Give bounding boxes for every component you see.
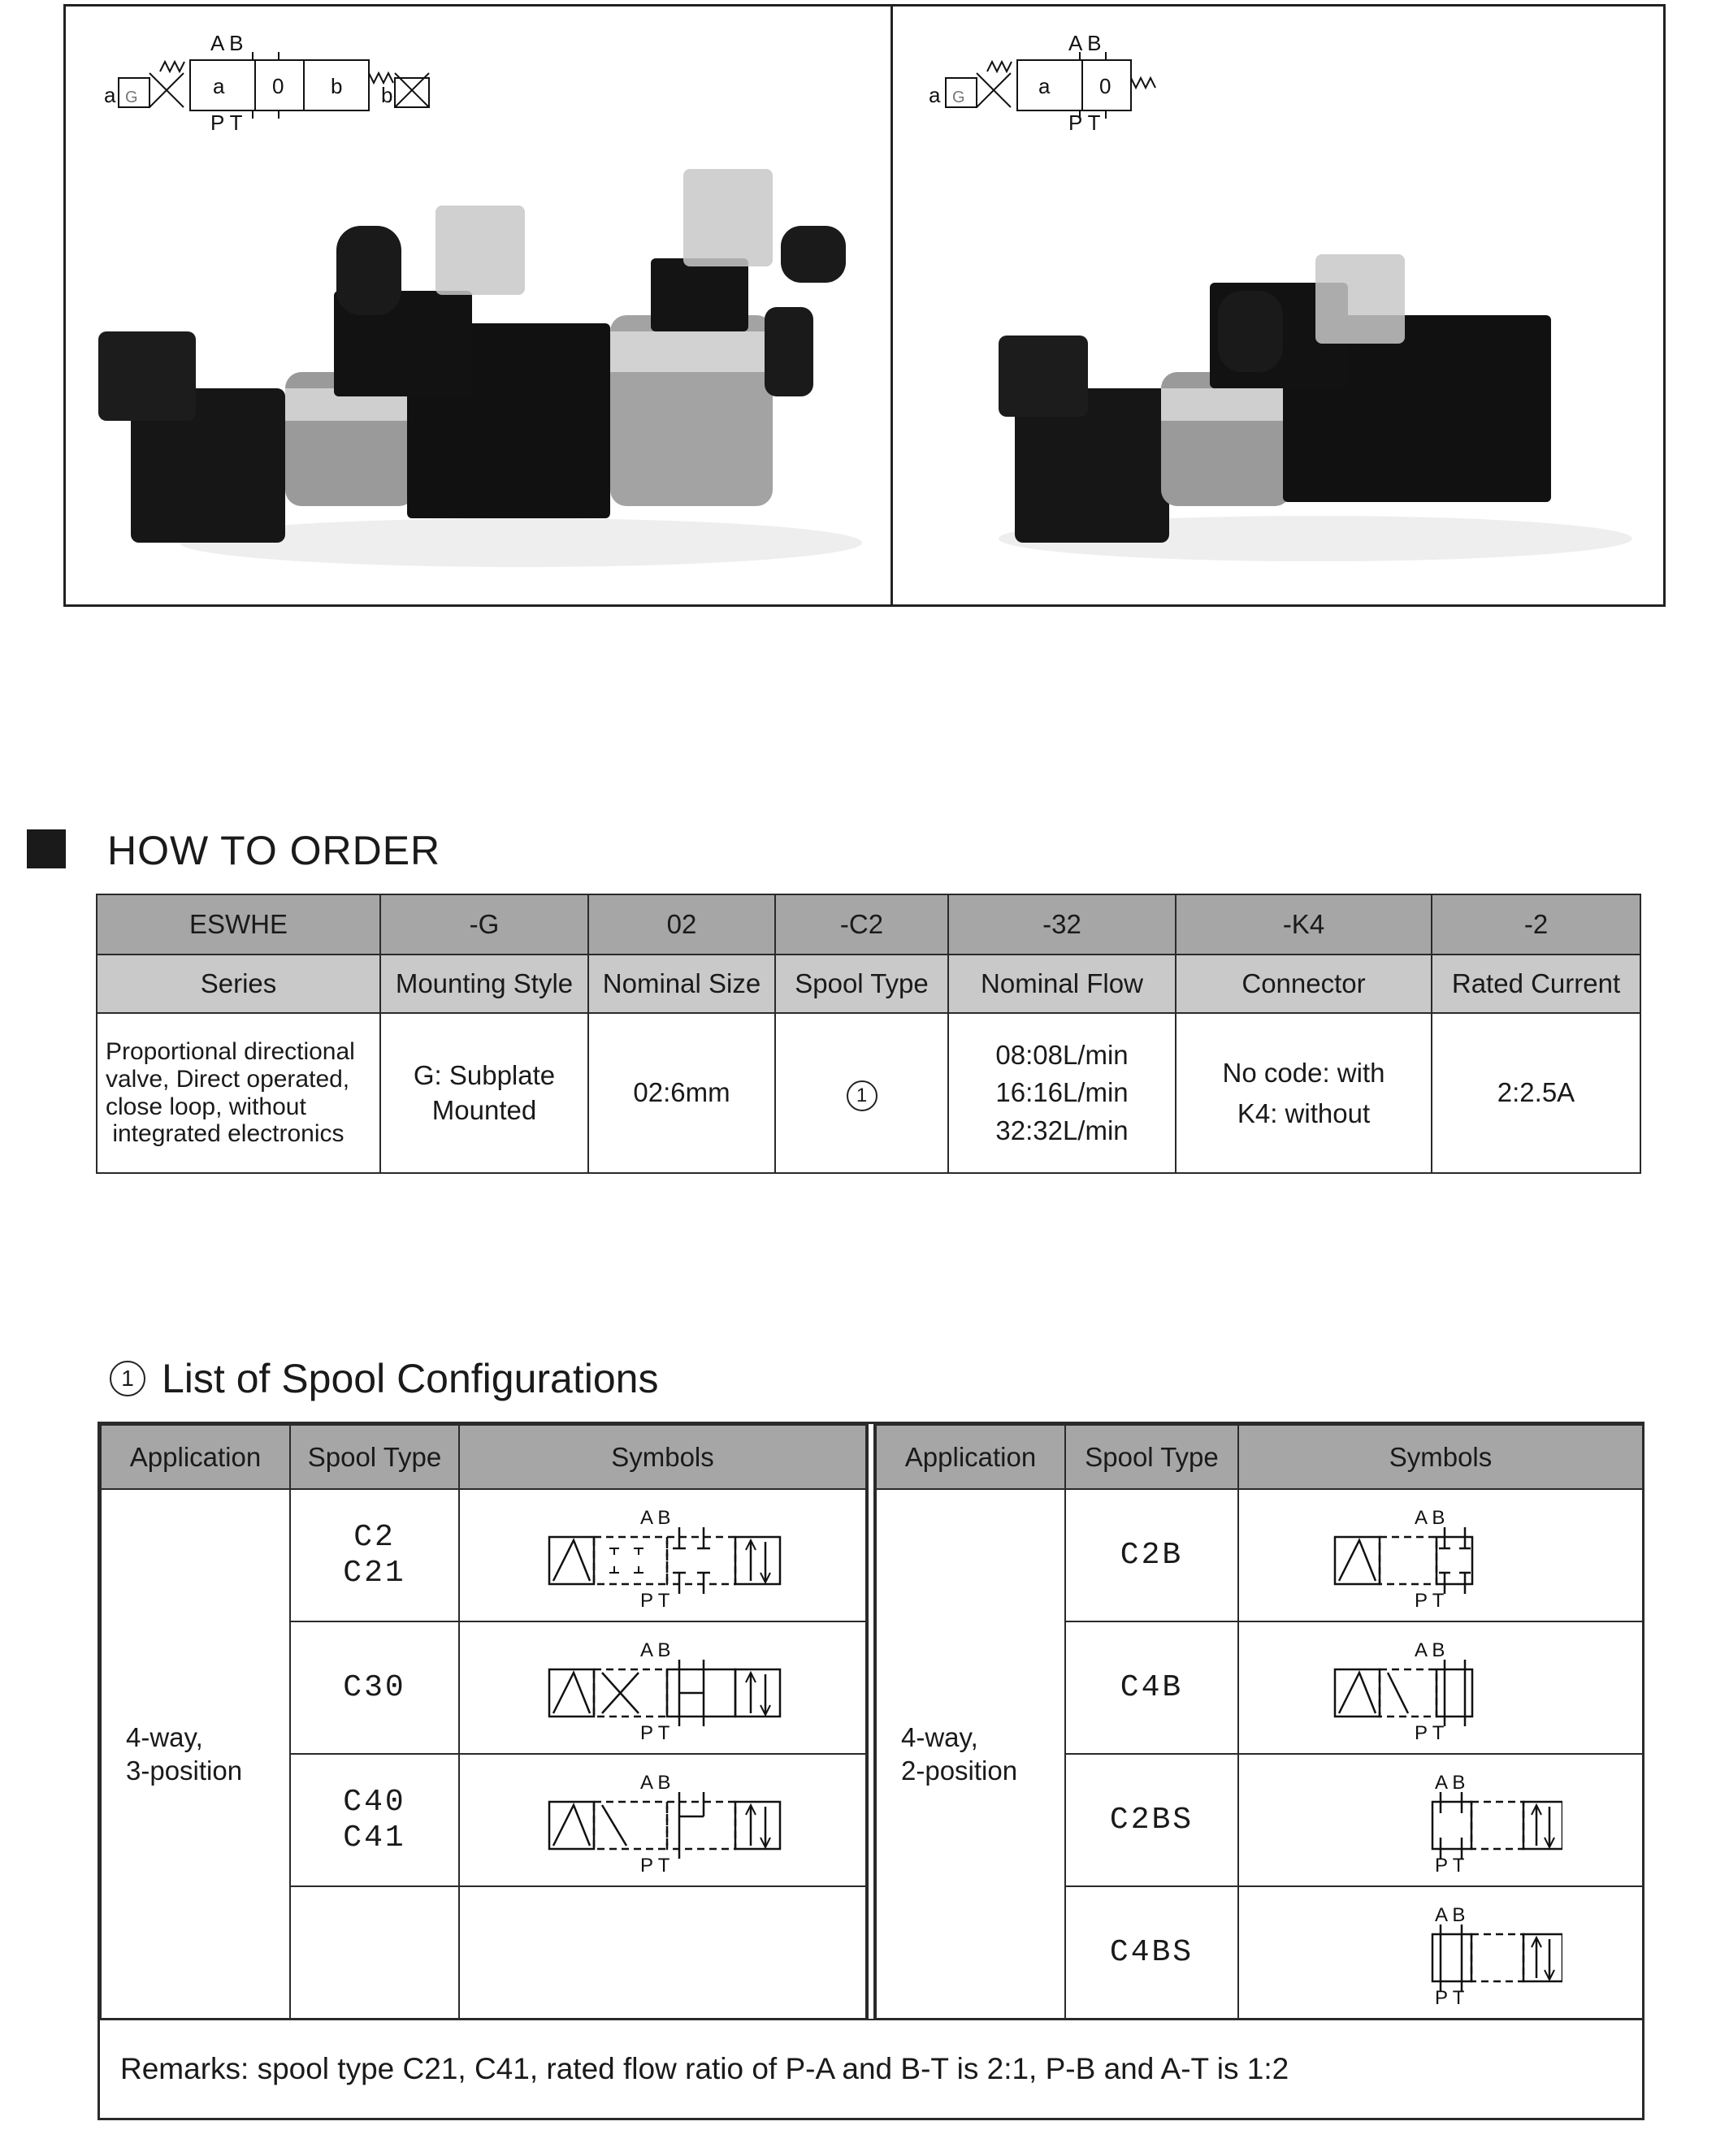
spool-type-c2bs: C2BS xyxy=(1065,1754,1238,1886)
spool-symbol-c2-icon xyxy=(541,1503,785,1608)
header-current: Rated Current xyxy=(1432,955,1640,1013)
spool-symbol-c2b-icon xyxy=(1319,1503,1562,1608)
symbol-c2bs xyxy=(1238,1754,1643,1886)
spool-symbol-c4bs-icon xyxy=(1319,1900,1562,2006)
double-solenoid-panel xyxy=(66,6,893,604)
symbol-c30 xyxy=(459,1621,866,1754)
svg-text:P T: P T xyxy=(1435,1986,1465,2006)
spool-type-c4b: C4B xyxy=(1065,1621,1238,1754)
double-solenoid-symbol xyxy=(66,6,890,604)
application-2-position: 4-way, 2-position xyxy=(876,1489,1065,2019)
svg-text:A B: A B xyxy=(639,1506,670,1529)
svg-text:P T: P T xyxy=(1435,1854,1465,1873)
port-label-top: A B xyxy=(210,31,244,55)
single-solenoid-valve-photo xyxy=(999,254,1632,561)
spool-type-c2b: C2B xyxy=(1065,1489,1238,1621)
svg-text:A B: A B xyxy=(1435,1771,1466,1794)
code-series: ESWHE xyxy=(97,894,380,955)
port-label-bottom: P T xyxy=(210,110,243,135)
header-symbols: Symbols xyxy=(1238,1425,1643,1489)
position-a: a xyxy=(213,74,225,98)
symbol-c40 xyxy=(459,1754,866,1886)
connector-description: No code: with K4: without xyxy=(1176,1013,1432,1173)
spool-remarks: Remarks: spool type C21, C41, rated flow ratio of P-A and B-T is 2:1, P-B and A-T is 1:2 xyxy=(100,2019,1642,2118)
side-label-a: a xyxy=(104,83,116,107)
position-0: 0 xyxy=(272,74,284,98)
code-connector: -K4 xyxy=(1176,894,1432,955)
spool-row-c2 xyxy=(101,1489,866,1621)
flow-description: 08:08L/min 16:16L/min 32:32L/min xyxy=(948,1013,1176,1173)
section-marker-square xyxy=(27,829,66,868)
symbol-c4bs xyxy=(1238,1886,1643,2019)
spool-type-empty xyxy=(290,1886,459,2019)
side-label-a: a xyxy=(929,83,941,107)
series-description: Proportional directional valve, Direct operated, close loop, without integrated electronics xyxy=(97,1013,380,1173)
current-description: 2:2.5A xyxy=(1432,1013,1640,1173)
single-solenoid-symbol xyxy=(893,6,1665,604)
symbol-empty xyxy=(459,1886,866,2019)
code-spool: -C2 xyxy=(775,894,948,955)
spool-list-heading: List of Spool Configurations xyxy=(162,1356,659,1401)
header-mounting: Mounting Style xyxy=(380,955,588,1013)
how-to-order-title: HOW TO ORDER xyxy=(107,828,441,873)
spool-reference xyxy=(775,1013,948,1173)
header-spool: Spool Type xyxy=(775,955,948,1013)
two-position-section xyxy=(873,1424,1644,2019)
spool-header-row xyxy=(101,1425,866,1489)
code-mounting: -G xyxy=(380,894,588,955)
svg-text:P T: P T xyxy=(1415,1721,1445,1741)
product-image-frame xyxy=(63,4,1666,607)
port-label-top: A B xyxy=(1068,31,1102,55)
position-0: 0 xyxy=(1099,74,1112,98)
mounting-description: G: Subplate Mounted xyxy=(380,1013,588,1173)
spool-type-c40: C40 C41 xyxy=(290,1754,459,1886)
header-spool-type: Spool Type xyxy=(290,1425,459,1489)
header-application: Application xyxy=(101,1425,290,1489)
svg-text:A B: A B xyxy=(1415,1639,1445,1661)
spool-symbol-c30-icon xyxy=(541,1635,785,1741)
order-description-row xyxy=(97,1013,1640,1173)
how-to-order-table xyxy=(96,894,1641,1174)
symbol-c2 xyxy=(459,1489,866,1621)
symbol-c2b xyxy=(1238,1489,1643,1621)
svg-text:P T: P T xyxy=(639,1854,670,1873)
spool-symbol-c4b-icon xyxy=(1319,1635,1562,1741)
header-spool-type: Spool Type xyxy=(1065,1425,1238,1489)
svg-text:G: G xyxy=(125,89,138,106)
header-application: Application xyxy=(876,1425,1065,1489)
svg-text:A B: A B xyxy=(639,1639,670,1661)
three-position-table xyxy=(100,1424,867,2020)
position-a: a xyxy=(1038,74,1051,98)
code-current: -2 xyxy=(1432,894,1640,955)
header-series: Series xyxy=(97,955,380,1013)
code-size: 02 xyxy=(588,894,775,955)
code-flow: -32 xyxy=(948,894,1176,955)
svg-text:G: G xyxy=(952,89,965,106)
header-size: Nominal Size xyxy=(588,955,775,1013)
spool-symbol-c40-icon xyxy=(541,1768,785,1873)
svg-text:P T: P T xyxy=(639,1721,670,1741)
symbol-c4b xyxy=(1238,1621,1643,1754)
header-symbols: Symbols xyxy=(459,1425,866,1489)
size-description: 02:6mm xyxy=(588,1013,775,1173)
svg-text:A B: A B xyxy=(639,1771,670,1794)
single-solenoid-panel xyxy=(893,6,1663,604)
application-3-position: 4-way, 3-position xyxy=(101,1489,290,2019)
port-label-bottom: P T xyxy=(1068,110,1101,135)
double-solenoid-valve-photo xyxy=(98,169,862,567)
spool-type-c4bs: C4BS xyxy=(1065,1886,1238,2019)
spool-list-number: 1 xyxy=(110,1361,145,1396)
spool-list-title xyxy=(110,1355,658,1402)
svg-text:A B: A B xyxy=(1415,1506,1445,1529)
position-b: b xyxy=(331,74,343,98)
spool-configuration-table xyxy=(98,1422,1644,2120)
svg-text:A B: A B xyxy=(1435,1903,1466,1926)
spool-type-c2: C2 C21 xyxy=(290,1489,459,1621)
spool-type-c30: C30 xyxy=(290,1621,459,1754)
spool-symbol-c2bs-icon xyxy=(1319,1768,1562,1873)
order-header-row xyxy=(97,955,1640,1013)
three-position-section xyxy=(100,1424,869,2019)
svg-text:P T: P T xyxy=(639,1589,670,1608)
side-label-b: b xyxy=(381,83,393,107)
order-code-row xyxy=(97,894,1640,955)
svg-text:P T: P T xyxy=(1415,1589,1445,1608)
header-connector: Connector xyxy=(1176,955,1432,1013)
header-flow: Nominal Flow xyxy=(948,955,1176,1013)
spool-ref-circle: 1 xyxy=(847,1080,878,1111)
spool-header-row xyxy=(876,1425,1643,1489)
spool-row-c2b xyxy=(876,1489,1643,1621)
two-position-table xyxy=(875,1424,1644,2020)
